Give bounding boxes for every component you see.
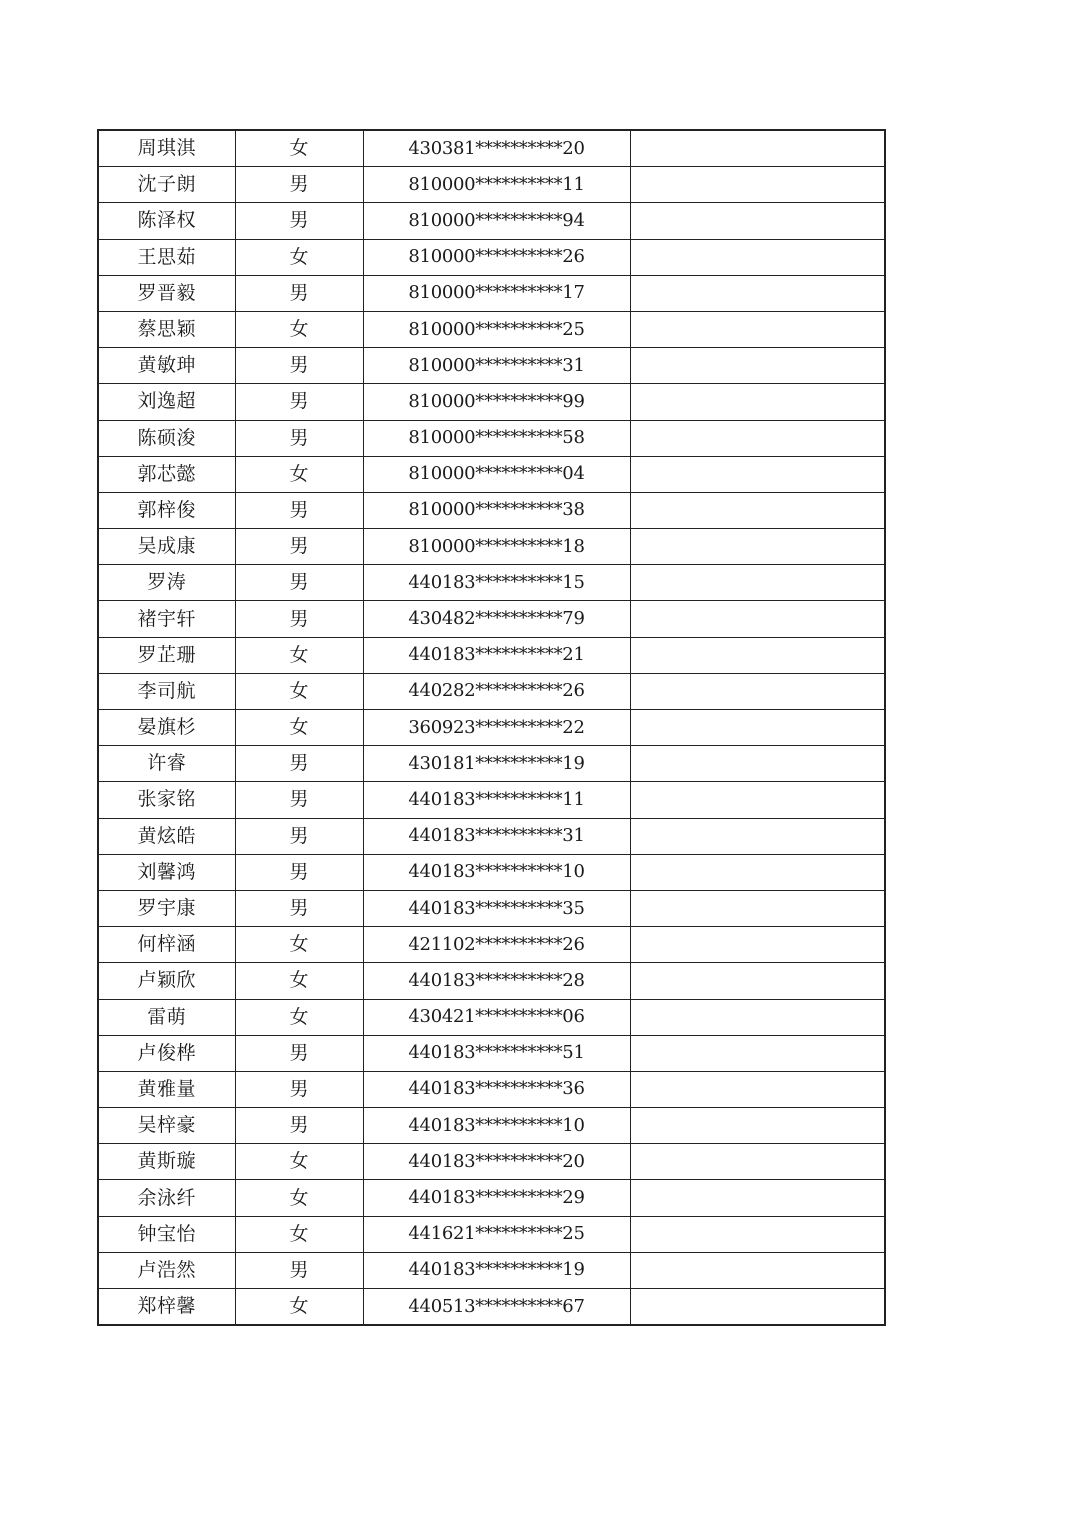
gender-cell: 男 [235, 1252, 363, 1288]
id-number-cell: 440183**********10 [363, 854, 630, 890]
gender-cell: 女 [235, 1289, 363, 1326]
id-number-cell: 440183**********36 [363, 1071, 630, 1107]
id-number-cell: 440183**********28 [363, 963, 630, 999]
id-number-cell: 810000**********25 [363, 311, 630, 347]
gender-cell: 女 [235, 456, 363, 492]
gender-cell: 女 [235, 1144, 363, 1180]
note-cell [630, 130, 885, 167]
gender-cell: 女 [235, 999, 363, 1035]
table-row [98, 1108, 885, 1144]
gender-cell: 男 [235, 348, 363, 384]
name-cell: 郭梓俊 [98, 492, 235, 528]
id-number-cell: 421102**********26 [363, 927, 630, 963]
gender-cell: 女 [235, 1180, 363, 1216]
id-number-cell: 810000**********17 [363, 275, 630, 311]
id-number-cell: 440183**********29 [363, 1180, 630, 1216]
id-number-cell: 360923**********22 [363, 710, 630, 746]
note-cell [630, 1252, 885, 1288]
gender-cell: 男 [235, 1108, 363, 1144]
table-row [98, 1180, 885, 1216]
note-cell [630, 1216, 885, 1252]
name-cell: 褚宇轩 [98, 601, 235, 637]
note-cell [630, 565, 885, 601]
note-cell [630, 710, 885, 746]
gender-cell: 男 [235, 420, 363, 456]
note-cell [630, 384, 885, 420]
gender-cell: 男 [235, 818, 363, 854]
table-row [98, 384, 885, 420]
note-cell [630, 999, 885, 1035]
gender-cell: 男 [235, 746, 363, 782]
id-number-cell: 441621**********25 [363, 1216, 630, 1252]
note-cell [630, 1035, 885, 1071]
roster-body [98, 130, 885, 1325]
name-cell: 罗涛 [98, 565, 235, 601]
name-cell: 罗芷珊 [98, 637, 235, 673]
note-cell [630, 854, 885, 890]
id-number-cell: 430482**********79 [363, 601, 630, 637]
table-row [98, 673, 885, 709]
gender-cell: 男 [235, 167, 363, 203]
name-cell: 刘馨鸿 [98, 854, 235, 890]
note-cell [630, 203, 885, 239]
student-roster-table [97, 129, 886, 1326]
note-cell [630, 529, 885, 565]
id-number-cell: 440282**********26 [363, 673, 630, 709]
gender-cell: 男 [235, 1071, 363, 1107]
id-number-cell: 440513**********67 [363, 1289, 630, 1326]
id-number-cell: 810000**********58 [363, 420, 630, 456]
note-cell [630, 890, 885, 926]
id-number-cell: 440183**********35 [363, 890, 630, 926]
id-number-cell: 810000**********31 [363, 348, 630, 384]
note-cell [630, 456, 885, 492]
id-number-cell: 440183**********15 [363, 565, 630, 601]
name-cell: 李司航 [98, 673, 235, 709]
gender-cell: 女 [235, 1216, 363, 1252]
table-row [98, 456, 885, 492]
name-cell: 陈硕浚 [98, 420, 235, 456]
id-number-cell: 440183**********19 [363, 1252, 630, 1288]
table-row [98, 529, 885, 565]
gender-cell: 女 [235, 239, 363, 275]
name-cell: 钟宝怡 [98, 1216, 235, 1252]
note-cell [630, 637, 885, 673]
id-number-cell: 810000**********04 [363, 456, 630, 492]
id-number-cell: 440183**********51 [363, 1035, 630, 1071]
name-cell: 吴梓豪 [98, 1108, 235, 1144]
gender-cell: 男 [235, 782, 363, 818]
name-cell: 王思茹 [98, 239, 235, 275]
name-cell: 罗晋毅 [98, 275, 235, 311]
table-row [98, 782, 885, 818]
name-cell: 郭芯懿 [98, 456, 235, 492]
table-row [98, 854, 885, 890]
id-number-cell: 810000**********38 [363, 492, 630, 528]
name-cell: 罗宇康 [98, 890, 235, 926]
id-number-cell: 440183**********11 [363, 782, 630, 818]
gender-cell: 女 [235, 311, 363, 347]
id-number-cell: 810000**********11 [363, 167, 630, 203]
table-row [98, 963, 885, 999]
id-number-cell: 440183**********21 [363, 637, 630, 673]
gender-cell: 女 [235, 673, 363, 709]
note-cell [630, 492, 885, 528]
table-row [98, 1144, 885, 1180]
id-number-cell: 430181**********19 [363, 746, 630, 782]
id-number-cell: 810000**********94 [363, 203, 630, 239]
name-cell: 何梓涵 [98, 927, 235, 963]
table-row [98, 637, 885, 673]
table-row [98, 167, 885, 203]
note-cell [630, 1180, 885, 1216]
id-number-cell: 810000**********99 [363, 384, 630, 420]
name-cell: 郑梓馨 [98, 1289, 235, 1326]
note-cell [630, 746, 885, 782]
table-row [98, 1071, 885, 1107]
note-cell [630, 927, 885, 963]
name-cell: 沈子朗 [98, 167, 235, 203]
name-cell: 雷萌 [98, 999, 235, 1035]
table-row [98, 420, 885, 456]
gender-cell: 男 [235, 529, 363, 565]
table-row [98, 818, 885, 854]
note-cell [630, 167, 885, 203]
name-cell: 陈泽权 [98, 203, 235, 239]
name-cell: 刘逸超 [98, 384, 235, 420]
gender-cell: 女 [235, 963, 363, 999]
name-cell: 晏旗杉 [98, 710, 235, 746]
table-row [98, 203, 885, 239]
name-cell: 张家铭 [98, 782, 235, 818]
table-row [98, 1216, 885, 1252]
table-row [98, 746, 885, 782]
note-cell [630, 1108, 885, 1144]
note-cell [630, 348, 885, 384]
note-cell [630, 601, 885, 637]
name-cell: 余泳纤 [98, 1180, 235, 1216]
note-cell [630, 1144, 885, 1180]
gender-cell: 女 [235, 927, 363, 963]
note-cell [630, 818, 885, 854]
name-cell: 黄炫皓 [98, 818, 235, 854]
gender-cell: 男 [235, 384, 363, 420]
table-row [98, 1252, 885, 1288]
gender-cell: 男 [235, 565, 363, 601]
table-row [98, 492, 885, 528]
table-row [98, 565, 885, 601]
id-number-cell: 430381**********20 [363, 130, 630, 167]
table-row [98, 710, 885, 746]
id-number-cell: 440183**********31 [363, 818, 630, 854]
gender-cell: 男 [235, 854, 363, 890]
table-row [98, 999, 885, 1035]
table-row [98, 601, 885, 637]
note-cell [630, 311, 885, 347]
name-cell: 卢俊桦 [98, 1035, 235, 1071]
name-cell: 黄雅量 [98, 1071, 235, 1107]
note-cell [630, 673, 885, 709]
id-number-cell: 430421**********06 [363, 999, 630, 1035]
table-row [98, 348, 885, 384]
note-cell [630, 782, 885, 818]
note-cell [630, 275, 885, 311]
gender-cell: 男 [235, 601, 363, 637]
name-cell: 卢颖欣 [98, 963, 235, 999]
name-cell: 黄斯璇 [98, 1144, 235, 1180]
note-cell [630, 420, 885, 456]
table-row [98, 275, 885, 311]
table-row [98, 311, 885, 347]
name-cell: 黄敏珅 [98, 348, 235, 384]
table-row [98, 130, 885, 167]
id-number-cell: 810000**********18 [363, 529, 630, 565]
name-cell: 蔡思颖 [98, 311, 235, 347]
gender-cell: 女 [235, 130, 363, 167]
gender-cell: 女 [235, 710, 363, 746]
id-number-cell: 440183**********10 [363, 1108, 630, 1144]
note-cell [630, 963, 885, 999]
note-cell [630, 1289, 885, 1326]
table-row [98, 239, 885, 275]
table-row [98, 890, 885, 926]
id-number-cell: 810000**********26 [363, 239, 630, 275]
gender-cell: 男 [235, 1035, 363, 1071]
name-cell: 卢浩然 [98, 1252, 235, 1288]
table-row [98, 1289, 885, 1326]
id-number-cell: 440183**********20 [363, 1144, 630, 1180]
name-cell: 周琪淇 [98, 130, 235, 167]
gender-cell: 男 [235, 275, 363, 311]
name-cell: 许睿 [98, 746, 235, 782]
name-cell: 吴成康 [98, 529, 235, 565]
gender-cell: 女 [235, 637, 363, 673]
gender-cell: 男 [235, 492, 363, 528]
note-cell [630, 1071, 885, 1107]
table-row [98, 1035, 885, 1071]
gender-cell: 男 [235, 890, 363, 926]
note-cell [630, 239, 885, 275]
table-row [98, 927, 885, 963]
gender-cell: 男 [235, 203, 363, 239]
